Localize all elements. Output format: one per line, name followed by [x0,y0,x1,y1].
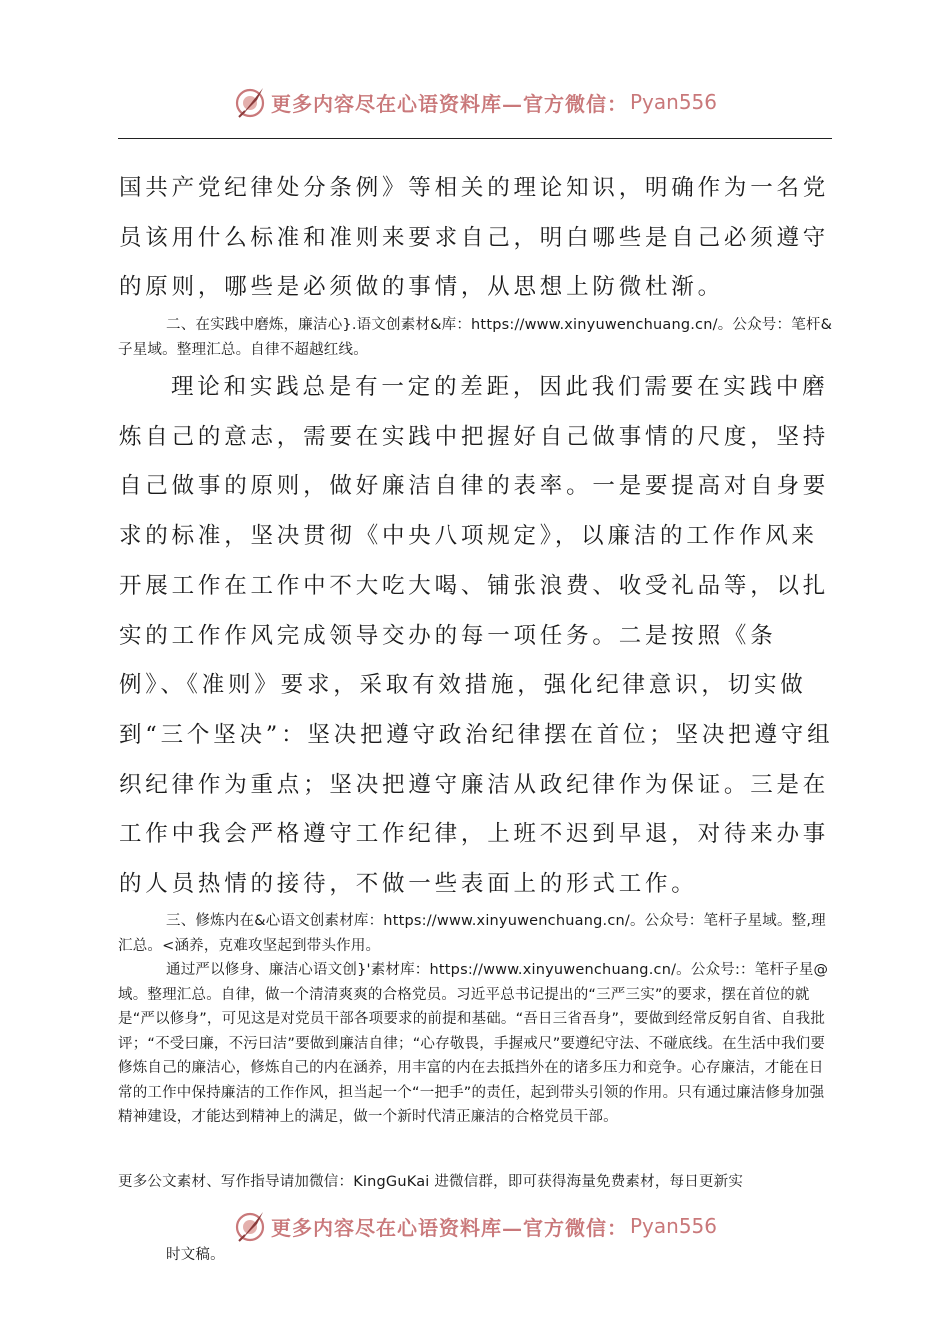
footer-note: 更多公文素材、写作指导请加微信：KingGuKai 进微信群，即可获得海量免费素材，每日更新实 [118,1174,744,1190]
quill-logo-icon [233,1208,269,1244]
header-wechat-id: Pyan556 [629,90,717,114]
footer-banner-text: 更多内容尽在心语资料库—官方微信： [270,1215,628,1240]
header-banner-text: 更多内容尽在心语资料库—官方微信： [270,91,628,116]
heading-3: 三、修炼内在&心语文创素材库：https://www.xinyuwenchuang.cn/。公众号：笔杆子星域。整,理汇总。<涵养，克难攻坚起到带头作用。 [118,913,826,954]
header-divider [118,138,832,139]
footer-note-continued: 时文稿。 [166,1247,225,1263]
footer-wechat-id: Pyan556 [629,1214,717,1238]
footer-banner [0,1206,950,1246]
paragraph-2: 理论和实践总是有一定的差距，因此我们需要在实践中磨炼自己的意志，需要在实践中把握好自己做事情的尺度，坚持自己做事的原则，做好廉洁自律的表率。一是要提高对自身要求的标准，坚决贯彻《中央八项规定》，以廉洁的工作作风来开展工作在工作中不大吃大喝、铺张浪费、收受礼品等，以扎实的工作作风完成领导交办的每一项任务。二是按照《条例》、《准则》要求，采取有效措施，强化纪律意识，切实做到“三个坚决”：坚决把遵守政治纪律摆在首位；坚决把遵守组织纪律作为重点；坚决把遵守廉洁从政纪律作为保证。三是在工作中我会严格遵守工作纪律，上班不迟到早退，对待来办事的人员热情的接待，不做一些表面上的形式工作。 [119,374,834,898]
quill-logo-icon [233,84,269,120]
paragraph-1: 国共产党纪律处分条例》等相关的理论知识，明确作为一名党员该用什么标准和准则来要求自己，明白哪些是自己必须遵守的原则，哪些是必须做的事情，从思想上防微杜渐。 [119,175,830,301]
paragraph-3: 通过严以修身、廉洁心语文创}'素材库：https://www.xinyuwenchuang.cn/。公众号:：笔杆子星@域。整理汇总。自律，做一个清清爽爽的合格党员。习近平总书记提出的“三严三实”的要求，摆在首位的就是“严以修身”，可见这是对党员干部各项要求的前提和基础。“吾日三省吾身”，要做到经常反躬自省、自我批评；“不受曰廉，不污曰洁”要做到廉洁自律；“心存敬畏，手握戒尺”要遵纪守法、不碰底线。在生活中我们要修炼自己的廉洁心，修炼自己的内在涵养，用丰富的内在去抵挡外在的诸多压力和竞争。心存廉洁，才能在日常的工作中保持廉洁的工作作风，担当起一个“一把手”的责任，起到带头引领的作用。只有通过廉洁修身加强精神建设，才能达到精神上的满足，做一个新时代清正廉洁的合格党员干部。 [118,962,829,1125]
heading-2: 二、在实践中磨炼，廉洁心}.语文创素材&库：https://www.xinyuwenchuang.cn/。公众号：笔杆&子星域。整理汇总。自律不超越红线。 [118,317,833,358]
header-banner [0,82,950,122]
